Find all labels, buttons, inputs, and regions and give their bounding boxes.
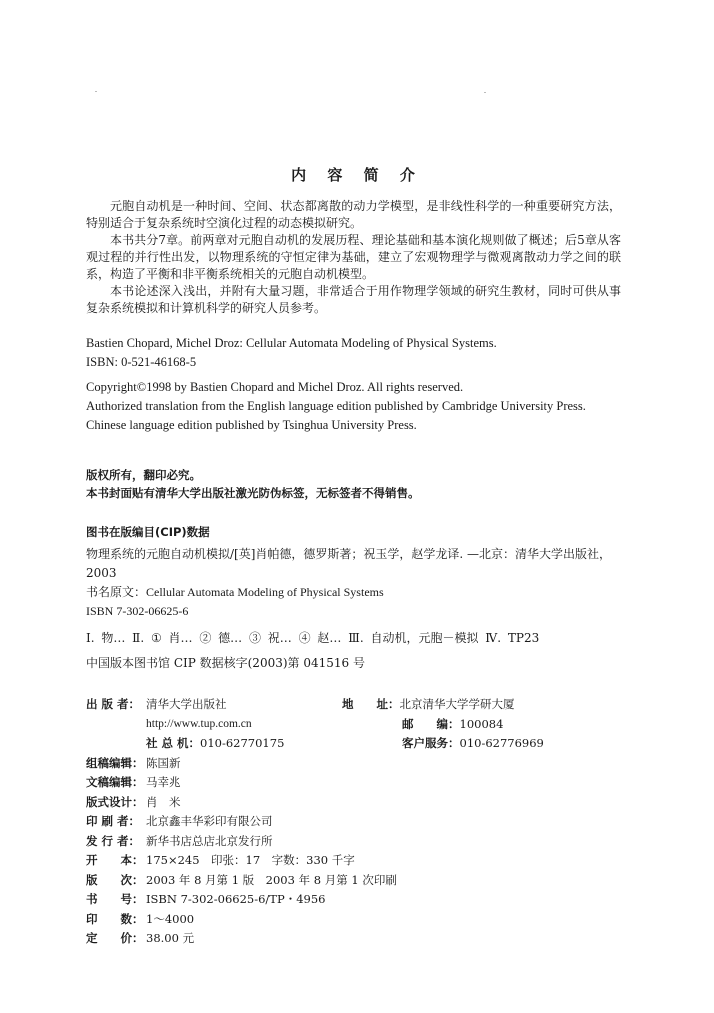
credit-value: 1～4000	[146, 911, 195, 926]
credit-value: 肖 米	[146, 794, 181, 809]
cip-heading: 图书在版编目(CIP)数据	[86, 525, 210, 539]
authorization-line: Authorized translation from the English language edition published by Cambridge University Press.	[86, 399, 586, 413]
credit-value: 2003 年 8 月第 1 版 2003 年 8 月第 1 次印刷	[146, 872, 397, 887]
cip-original-title: 书名原文：Cellular Automata Modeling of Physical Systems	[86, 585, 384, 599]
synopsis-paragraph: 本书论述深入浅出，并附有大量习题，非常适合于用作物理学领域的研究生教材，同时可供从事复杂系统模拟和计算机科学的研究人员参考。	[86, 284, 621, 315]
website-value: http://www.tup.com.cn	[146, 717, 252, 730]
cip-data	[86, 523, 621, 673]
publication-details	[86, 695, 646, 949]
credit-label: 组稿编辑：	[86, 755, 144, 770]
phone-row	[86, 734, 646, 754]
credit-row	[86, 871, 646, 891]
rights-reserved: 版权所有，翻印必究。	[86, 468, 201, 482]
original-edition-info	[86, 334, 621, 372]
credit-row	[86, 890, 646, 910]
synopsis	[86, 198, 621, 317]
credit-row	[86, 929, 646, 949]
credit-label: 书 号：	[86, 892, 144, 906]
credit-value: 新华书店总店北京发行所	[146, 833, 273, 848]
cip-entry: 物理系统的元胞自动机模拟/[英]肖帕德，德罗斯著；祝玉学，赵学龙译. —北京：清华大学出版社，2003	[86, 547, 612, 580]
cip-record-number: 中国版本图书馆 CIP 数据核字(2003)第 041516 号	[86, 656, 365, 670]
credit-label: 文稿编辑：	[86, 775, 144, 789]
original-isbn: ISBN: 0-521-46168-5	[86, 355, 197, 369]
credit-value: 陈国新	[146, 755, 181, 770]
publisher-value: 清华大学出版社	[146, 697, 227, 711]
credit-row	[86, 773, 646, 793]
customer-service-value: 010-62776969	[459, 736, 544, 750]
credit-label: 开 本：	[86, 853, 144, 867]
credit-row	[86, 910, 646, 930]
scan-speck	[484, 92, 486, 93]
synopsis-paragraph: 元胞自动机是一种时间、空间、状态都离散的动力学模型，是非线性科学的一种重要研究方法，特别适合于复杂系统时空演化过程的动态模拟研究。	[86, 199, 621, 230]
credit-value: 马幸兆	[146, 775, 181, 789]
synopsis-paragraph: 本书共分7章。前两章对元胞自动机的发展历程、理论基础和基本演化规则做了概述；后5章从客观过程的并行性出发，以物理系统的守恒定律为基础，建立了宏观物理学与微观离散动力学之间的联系，构造了平衡和非平衡系统相关的元胞自动机模型。	[86, 233, 621, 281]
switchboard-label: 社 总 机：	[146, 736, 201, 750]
address-value: 北京清华大学学研大厦	[399, 697, 515, 711]
cip-isbn: ISBN 7-302-06625-6	[86, 604, 189, 618]
anti-counterfeit-notice: 本书封面贴有清华大学出版社激光防伪标签，无标签者不得销售。	[86, 486, 420, 500]
page-title: 内 容 简 介	[291, 166, 423, 184]
address-label: 地 址：	[342, 697, 400, 711]
credit-value: 175×245 印张：17 字数：330 千字	[146, 853, 355, 867]
credit-label: 版 次：	[86, 872, 144, 887]
credit-row	[86, 793, 646, 813]
credit-label: 版式设计：	[86, 794, 144, 809]
original-author-title: Bastien Chopard, Michel Droz: Cellular Automata Modeling of Physical Systems.	[86, 336, 497, 350]
credit-row	[86, 754, 646, 774]
credit-row	[86, 812, 646, 832]
credit-row	[86, 832, 646, 852]
credit-label: 印 刷 者：	[86, 814, 141, 828]
credit-value: 北京鑫丰华彩印有限公司	[146, 814, 273, 828]
customer-service-label: 客户服务：	[402, 736, 460, 750]
postcode-value: 100084	[459, 716, 504, 731]
credit-label: 印 数：	[86, 911, 144, 926]
website-row	[86, 715, 646, 735]
postcode-label: 邮 编：	[402, 716, 460, 731]
credit-value: ISBN 7-302-06625-6/TP・4956	[146, 892, 326, 906]
chinese-edition-line: Chinese language edition published by Tsinghua University Press.	[86, 418, 417, 432]
credit-value: 38.00 元	[146, 931, 195, 945]
copyright-statement	[86, 378, 621, 435]
publisher-row	[86, 695, 646, 715]
publisher-label: 出 版 者：	[86, 697, 141, 711]
cip-classification: Ⅰ. 物… Ⅱ. ① 肖… ② 德… ③ 祝… ④ 赵… Ⅲ. 自动机，元胞－模拟 Ⅳ. TP23	[86, 631, 540, 645]
switchboard-value: 010-62770175	[200, 736, 285, 750]
rights-notice	[86, 466, 621, 502]
credit-label: 发 行 者：	[86, 833, 141, 848]
credit-label: 定 价：	[86, 931, 144, 945]
credit-row	[86, 851, 646, 871]
copyright-line: Copyright©1998 by Bastien Chopard and Michel Droz. All rights reserved.	[86, 380, 464, 394]
scan-speck	[95, 91, 97, 92]
